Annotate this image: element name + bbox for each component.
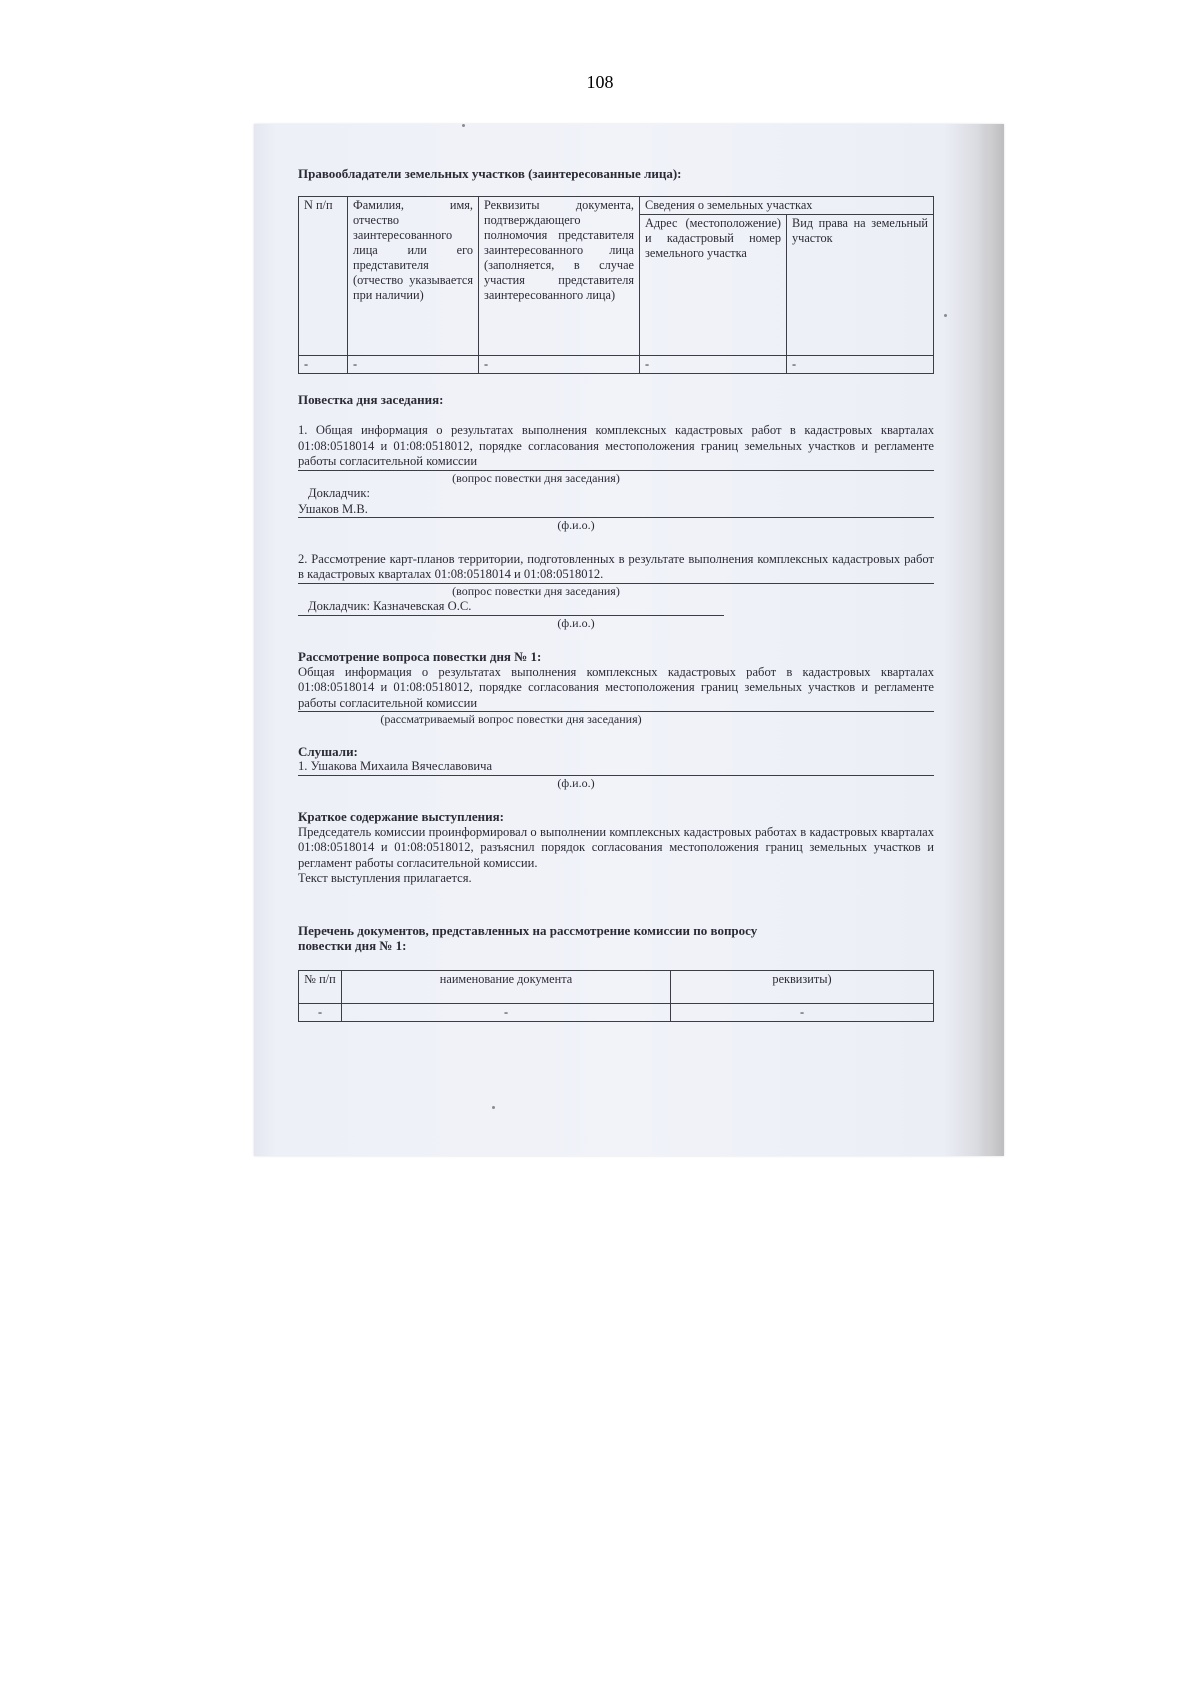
- documents-heading-line-2: повестки дня № 1:: [298, 938, 407, 953]
- agenda-item-1-caption: (вопрос повестки дня заседания): [452, 470, 620, 485]
- heard-caption: (ф.и.о.): [557, 775, 595, 790]
- agenda-item-1-speaker-label: Докладчик:: [308, 486, 370, 500]
- owners-cell: -: [299, 355, 348, 373]
- document-body: [298, 166, 934, 1022]
- owners-cell: -: [640, 355, 787, 373]
- owners-cell: -: [479, 355, 640, 373]
- heard-heading: Слушали:: [298, 743, 358, 759]
- owners-table: [298, 196, 934, 374]
- documents-heading-line-1: Перечень документов, представленных на рассмотрение комиссии по вопросу: [298, 922, 758, 938]
- heard-person: 1. Ушакова Михаила Вячеславовича: [298, 759, 934, 776]
- scan-speck: [462, 124, 465, 127]
- agenda-item-2-speaker: Докладчик: Казначевская О.С.: [298, 599, 724, 616]
- summary-heading: Краткое содержание выступления:: [298, 809, 504, 824]
- question1-text: Общая информация о результатах выполнения комплексных кадастровых работ в кадастровых кварталах 01:08:0518014 и 01:08:0518012, порядке согласования местоположения границ земельных участков и регламенте работы согласительной комиссии: [298, 665, 934, 713]
- documents-col-details: реквизиты): [671, 970, 934, 1003]
- question1-caption: (рассматриваемый вопрос повестки дня заседания): [380, 712, 642, 726]
- agenda-item-2: 2. Рассмотрение карт-планов территории, подготовленных в результате выполнения комплексных кадастровых работ в кадастровых кварталах 01:08:0518014 и 01:08:0518012.: [298, 552, 934, 584]
- agenda-item-1: 1. Общая информация о результатах выполнения комплексных кадастровых работ в кадастровых кварталах 01:08:0518014 и 01:08:0518012, порядке согласования местоположения границ земельных участков и регламенте работы согласительной комиссии: [298, 423, 934, 471]
- owners-col-address: Адрес (местоположение) и кадастровый номер земельного участка: [640, 214, 787, 355]
- scan-speck: [944, 314, 947, 317]
- summary-text: Председатель комиссии проинформировал о выполнении комплексных кадастровых работах в кадастровых кварталах 01:08:0518014 и 01:08:0518012, разъяснил порядок согласования местоположения границ земельных участков и регламент работы согласительной комиссии.: [298, 824, 934, 870]
- owners-col-name: Фамилия, имя, отчество заинтересованного лица или его представителя (отчество указывается при наличии): [348, 196, 479, 355]
- question1-heading: Рассмотрение вопроса повестки дня № 1:: [298, 649, 542, 664]
- agenda-heading: Повестка дня заседания:: [298, 391, 444, 407]
- documents-col-name: наименование документа: [342, 970, 671, 1003]
- owners-col-right: Вид права на земельный участок: [787, 214, 934, 355]
- scan-shadow-edge: [978, 124, 1004, 1156]
- agenda-item-2-fio-caption: (ф.и.о.): [557, 615, 595, 630]
- table-row: [299, 355, 934, 373]
- documents-cell: -: [299, 1003, 342, 1021]
- documents-cell: -: [671, 1003, 934, 1021]
- agenda-item-1-speaker: Ушаков М.В.: [298, 502, 934, 519]
- page-number: 108: [586, 72, 614, 92]
- owners-col-doc: Реквизиты документа, подтверждающего полномочия представителя заинтересованного лица (заполняется, в случае участия представителя заинтересованного лица): [479, 196, 640, 355]
- owners-heading: Правообладатели земельных участков (заинтересованные лица):: [298, 166, 682, 181]
- table-row: [299, 1003, 934, 1021]
- owners-cell: -: [348, 355, 479, 373]
- agenda-item-1-fio-caption: (ф.и.о.): [557, 518, 595, 532]
- documents-cell: -: [342, 1003, 671, 1021]
- scanned-document: [254, 124, 1004, 1156]
- owners-col-num: N п/п: [299, 196, 348, 355]
- scan-speck: [492, 1106, 495, 1109]
- agenda-item-2-caption: (вопрос повестки дня заседания): [452, 583, 620, 598]
- documents-table: [298, 970, 934, 1022]
- owners-col-land-group: Сведения о земельных участках: [640, 196, 934, 214]
- summary-note: Текст выступления прилагается.: [298, 871, 472, 885]
- owners-cell: -: [787, 355, 934, 373]
- documents-col-num: № п/п: [299, 970, 342, 1003]
